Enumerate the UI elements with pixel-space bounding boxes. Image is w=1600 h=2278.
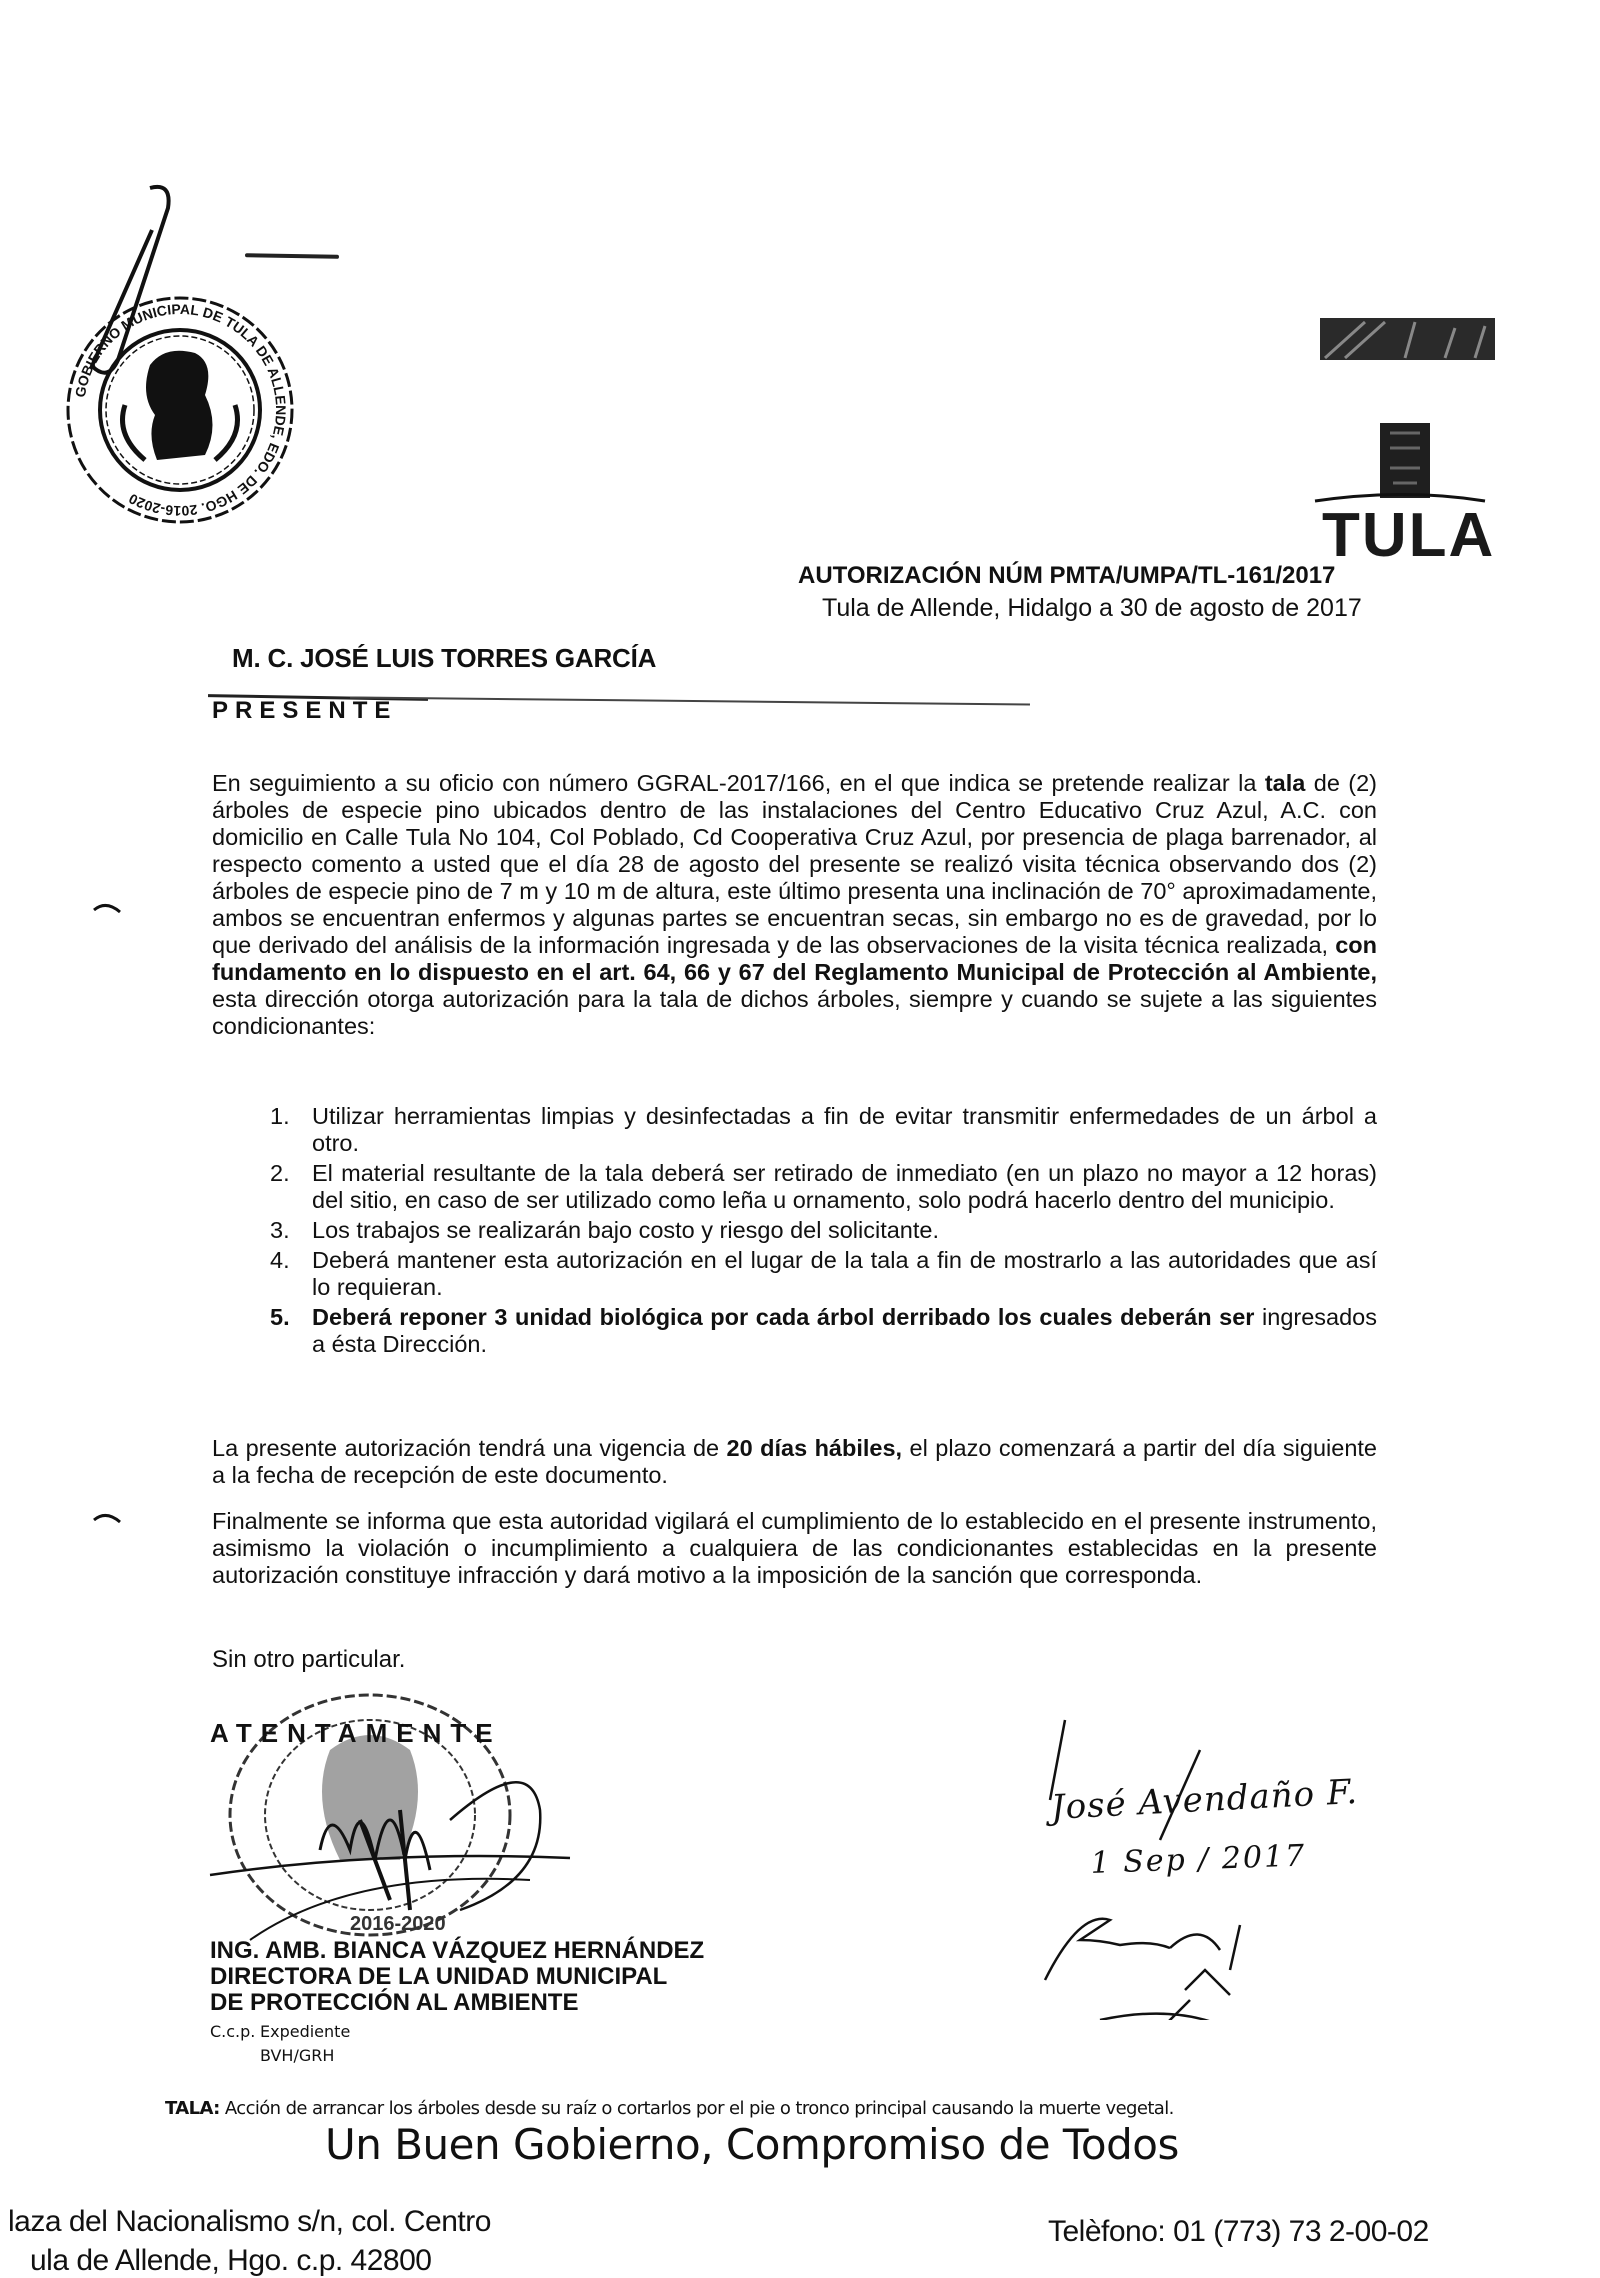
handwritten-receipt-date: 1 Sep / 2017 [1090,1838,1307,1881]
signer-title: DIRECTORA DE LA UNIDAD MUNICIPAL [210,1963,668,1990]
seal-year: 2016-2020 [350,1913,446,1935]
body-paragraph-1: En seguimiento a su oficio con número GGRAL-2017/166, en el que indica se pretende realizar la tala de (2) árboles de especie pino ubicados dentro de las instalaciones del Centro Educativo Cruz Azul, A.C. con domicilio en Calle Tula No 104, Col Poblado, Cd Cooperativa Cruz Azul, por presencia de plaga barrenador, al respecto comento a usted que el día 28 de agosto del presente se realizó visita técnica observando dos (2) árboles de especie pino de 7 m y 10 m de altura, este último presenta una inclinación de 70° aproximadamente, ambos se encuentran enfermos y algunas partes se encuentran secas, sin embargo no es de gravedad, por lo que derivado del análisis de la información ingresada y de las observaciones de la visita técnica realizada, con fundamento en lo dispuesto en el art. 64, 66 y 67 del Reglamento Municipal de Protección al Ambiente, esta dirección otorga autorización para la tala de dichos árboles, siempre y cuando se sujete a las siguientes condicionantes: [212,770,1378,1039]
handwritten-receiver-name: José Avendaño F. [1050,1771,1359,1828]
signer-title: DE PROTECCIÓN AL AMBIENTE [210,1989,579,2016]
body-paragraph-enforcement: Finalmente se informa que esta autoridad vigilará el cumplimiento de lo establecido en el presente instrumento, asimismo la violación o incumplimiento a cualquiera de las condicionantes establecidas en la presente autorización constituye infracción y dará motivo a la imposición de la sanción que corresponda. [212,1508,1377,1588]
condition-item: 1. Utilizar herramientas limpias y desinfectadas a fin de evitar transmitir enfermedades de un árbol a otro. [270,1103,1377,1156]
salutation: PRESENTE [212,697,398,724]
logo-wordmark: TULA [1322,501,1496,570]
address-line: laza del Nacionalismo s/n, col. Centro [8,2205,491,2238]
underline-stroke [350,696,1030,705]
closing-line: Sin otro particular. [212,1646,406,1673]
signature-scribble [200,1710,580,1960]
municipal-seal-stamp [55,285,305,535]
margin-mark [92,1510,122,1524]
condition-item: 4. Deberá mantener esta autorización en el lugar de la tala a fin de mostrarlo a las autoridades que así lo requieran. [270,1247,1377,1300]
valediction: ATENTAMENTE [210,1718,502,1748]
condition-item: 2. El material resultante de la tala deberá ser retirado de inmediato (en un plazo no mayor a 12 horas) del sitio, en caso de ser utilizado como leña u ornamento, solo podrá hacerlo dentro del municipio. [270,1160,1377,1213]
cc-item: Expediente [260,2022,351,2041]
pen-mark [245,253,339,259]
recipient-name: M. C. JOSÉ LUIS TORRES GARCÍA [232,643,657,673]
seal-text: GOBIERNO MUNICIPAL DE TULA DE ALLENDE, EDO. DE HGO. 2016-2020 [71,300,290,520]
signer-name: ING. AMB. BIANCA VÁZQUEZ HERNÁNDEZ [210,1937,705,1964]
cc-item: BVH/GRH [260,2046,335,2065]
cc-label: C.c.p. [210,2022,256,2041]
place-and-date: Tula de Allende, Hidalgo a 30 de agosto de 2017 [822,594,1362,622]
tala-definition-note: TALA: Acción de arrancar los árboles desde su raíz o cortarlos por el pie o tronco principal causando la muerte vegetal. [165,2098,1174,2119]
phone-number: Telèfono: 01 (773) 73 2-00-02 [1048,2215,1429,2248]
condition-item: 5. Deberá reponer 3 unidad biológica por cada árbol derribado los cuales deberán ser ingresados a ésta Dirección. [270,1304,1377,1357]
body-paragraph-validity: La presente autorización tendrá una vigencia de 20 días hábiles, el plazo comenzará a partir del día siguiente a la fecha de recepción de este documento. [212,1435,1377,1488]
margin-mark [92,900,122,914]
conditions-list [212,1103,1377,1361]
government-slogan: Un Buen Gobierno, Compromiso de Todos [325,2120,1179,2169]
condition-item: 3. Los trabajos se realizarán bajo costo y riesgo del solicitante. [270,1217,940,1243]
authorization-number: AUTORIZACIÓN NÚM PMTA/UMPA/TL-161/2017 [798,562,1336,589]
address-line: ula de Allende, Hgo. c.p. 42800 [30,2244,432,2277]
